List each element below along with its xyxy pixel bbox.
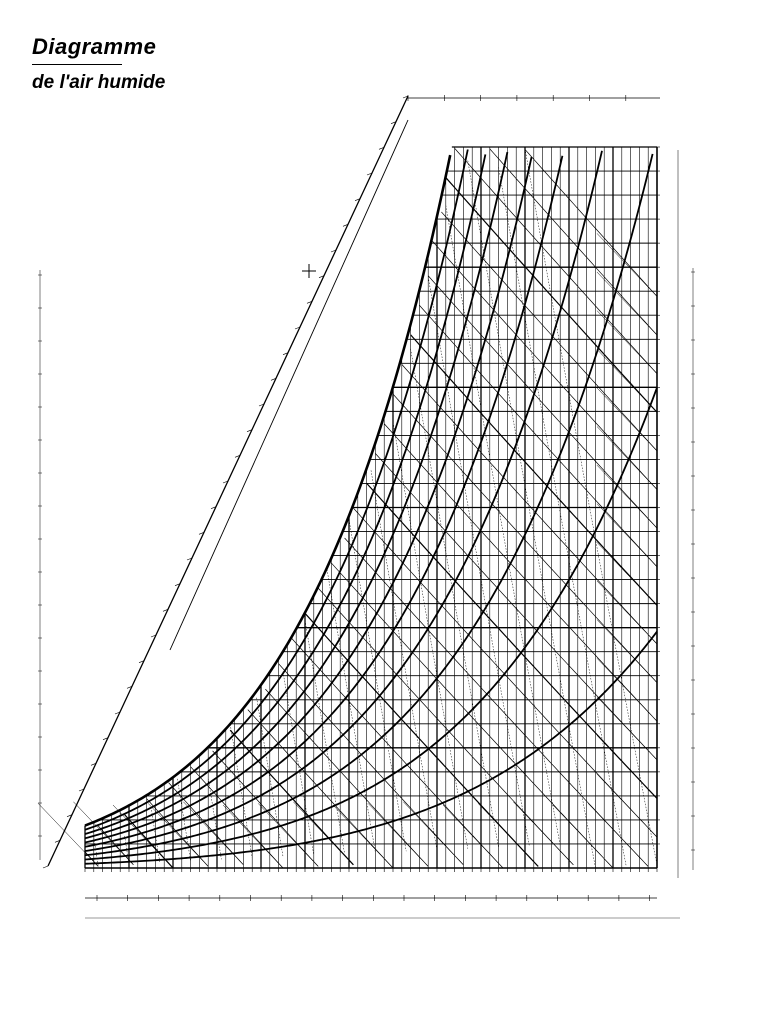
enthalpy-line xyxy=(490,149,657,335)
enthalpy-extension xyxy=(478,803,538,866)
enthalpy-extension xyxy=(223,805,283,868)
humidity-curves xyxy=(85,149,657,863)
crosshair-cursor-icon xyxy=(302,264,316,278)
enthalpy-extension xyxy=(513,802,573,865)
enthalpy-line xyxy=(279,664,464,865)
volume-axis xyxy=(85,895,657,901)
enthalpy-tick xyxy=(43,866,48,868)
chart-title-line2: de l'air humide xyxy=(32,72,166,93)
top-axis xyxy=(408,95,660,101)
volume-line xyxy=(94,837,98,865)
chart-title-line1: Diagramme xyxy=(32,34,157,59)
rh-curve xyxy=(85,157,532,843)
gamma-diagonal-line xyxy=(170,120,408,650)
w-axis-right xyxy=(657,147,695,878)
volume-line xyxy=(393,422,468,849)
chart-grid xyxy=(85,147,657,868)
volume-line xyxy=(446,205,560,845)
volume-line xyxy=(499,167,627,866)
enthalpy-line xyxy=(441,212,657,451)
rh-curve xyxy=(85,154,485,834)
gamma-scale-left xyxy=(38,270,42,860)
enthalpy-line xyxy=(433,241,657,489)
enthalpy-extension xyxy=(38,803,98,866)
volume-line xyxy=(371,470,437,850)
enthalpy-extension xyxy=(258,803,318,866)
enthalpy-extension xyxy=(443,805,503,868)
rh-curve xyxy=(85,156,562,847)
